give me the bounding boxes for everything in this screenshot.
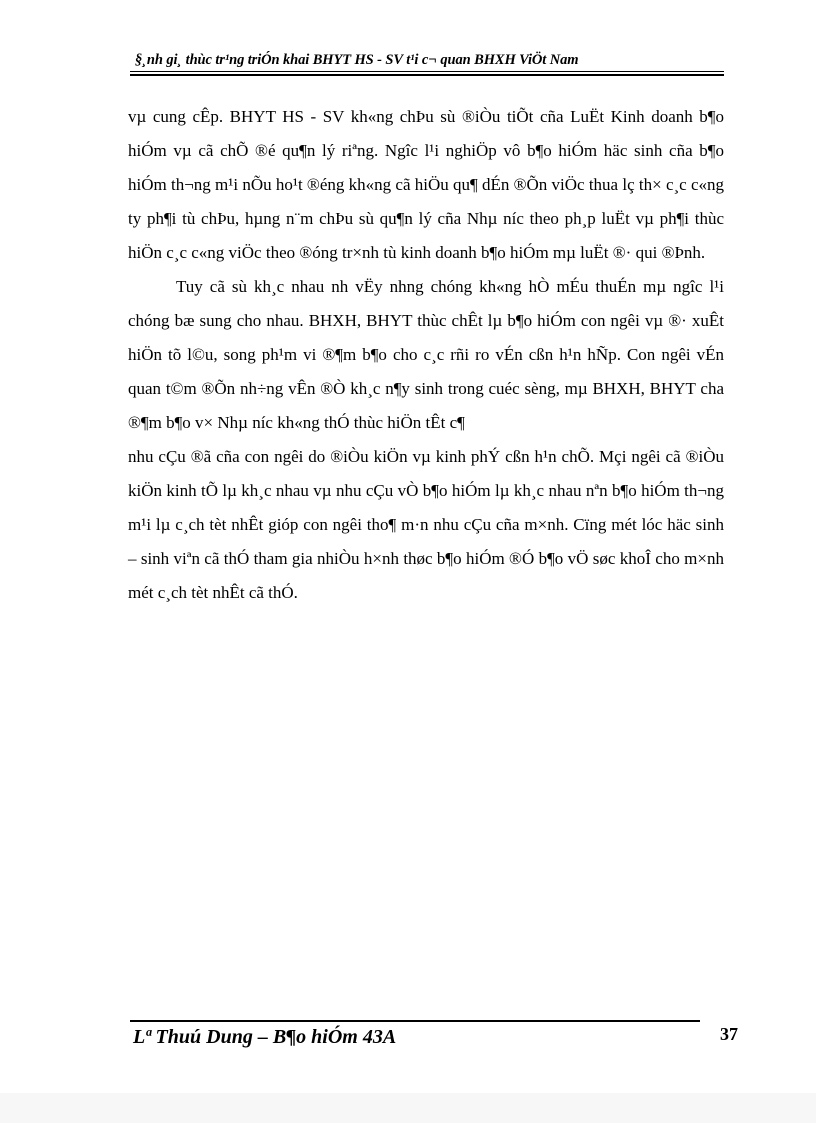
body-text <box>128 100 724 610</box>
paragraph-1: vµ cung cÊp. BHYT HS - SV kh«ng chÞu sù ®iÒu tiÕt cña LuËt Kinh doanh b¶o hiÓm vµ cã chÕ ®é qu¶n lý riªng. Ngîc l¹i nghiÖp vô b¶o hiÓm häc sinh cña b¶o hiÓm th¬ng m¹i nÕu ho¹t ®éng kh«ng cã hiÖu qu¶ dÉn ®Õn viÖc thua lç th× c¸c c«ng ty ph¶i tù chÞu, hµng n¨m chÞu sù qu¶n lý cña Nhµ níc theo ph¸p luËt vµ ph¶i thùc hiÖn c¸c c«ng viÖc theo ®óng tr×nh tù kinh doanh b¶o hiÓm mµ luËt ®· qui ®Þnh. <box>128 107 724 262</box>
footer-rule <box>130 1020 700 1022</box>
header-rule-thin <box>130 71 724 72</box>
paragraph-3: nhu cÇu ®ã cña con ngêi do ®iÒu kiÖn vµ kinh phÝ cßn h¹n chÕ. Mçi ngêi cã ®iÒu kiÖn kinh tÕ lµ kh¸c nhau vµ nhu cÇu vÒ b¶o hiÓm lµ kh¸c nhau nªn b¶o hiÓm th¬ng m¹i lµ c¸ch tèt nhÊt gióp con ngêi tho¶ m·n nhu cÇu cña m×nh. Cïng mét lóc häc sinh – sinh viªn cã thÓ tham gia nhiÒu h×nh thøc b¶o hiÓm ®Ó b¶o vÖ søc khoÎ cho m×nh mét c¸ch tèt nhÊt cã thÓ. <box>128 447 724 602</box>
running-title: §¸nh gi¸ thùc tr¹ng triÓn khai BHYT HS - SV t¹i c¬ quan BHXH ViÖt Nam <box>135 52 579 68</box>
header-rule-thick <box>130 74 724 76</box>
page-number: 37 <box>720 1024 738 1044</box>
page-bottom-edge <box>0 1093 816 1123</box>
footer-author: Lª Thuú Dung – B¶o hiÓm 43A <box>133 1026 397 1048</box>
running-header <box>130 50 724 74</box>
paragraph-2: Tuy cã sù kh¸c nhau nh vËy nhng chóng kh«ng hÒ mÉu thuÉn mµ ngîc l¹i chóng bæ sung cho nhau. BHXH, BHYT thùc chÊt lµ b¶o hiÓm con ngêi vµ ®· xuÊt hiÖn tõ l©u, song ph¹m vi ®¶m b¶o cho c¸c rñi ro vÉn cßn h¹n hÑp. Con ngêi vÉn quan t©m ®Õn nh÷ng vÊn ®Ò kh¸c n¶y sinh trong cuéc sèng, mµ BHXH, BHYT cha ®¶m b¶o v× Nhµ níc kh«ng thÓ thùc hiÖn tÊt c¶ <box>128 277 724 432</box>
